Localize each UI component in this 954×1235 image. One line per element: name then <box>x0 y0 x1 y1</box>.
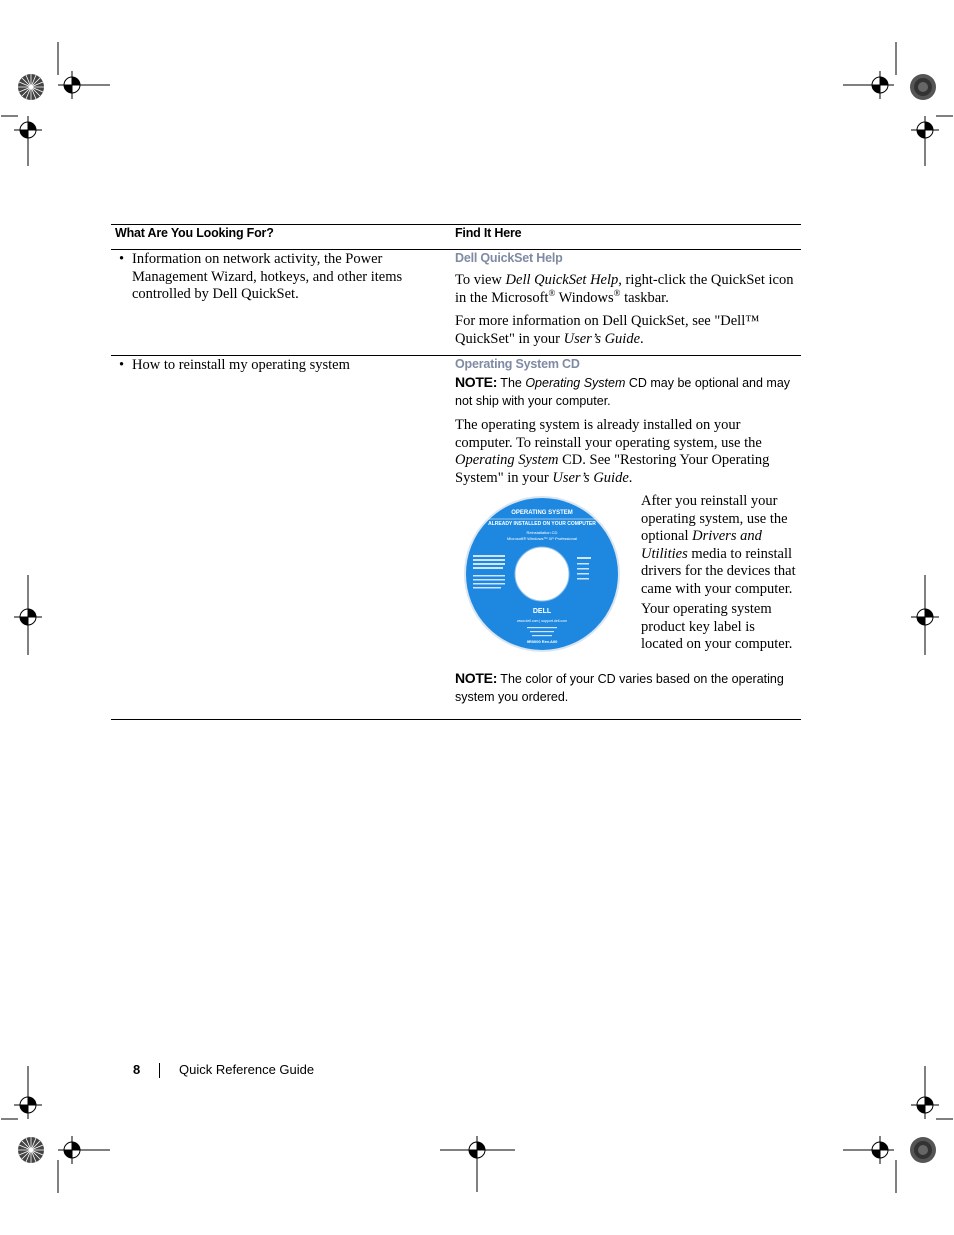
row-rule <box>111 355 801 356</box>
footer-title: Quick Reference Guide <box>179 1062 315 1077</box>
table-bottom-rule <box>111 719 801 720</box>
bullet: • <box>119 357 125 373</box>
note-cd-color: NOTE: The color of your CD varies based on the operating system you ordered. <box>455 670 784 704</box>
section-title-operating-system-cd: Operating System CD <box>455 357 580 371</box>
quickset-help-paragraph: To view Dell QuickSet Help, right-click the QuickSet icon in the Microsoft® Windows® taskbar. <box>455 272 794 306</box>
cd-part-number: 9R0000 Rev.A00 <box>526 639 558 644</box>
cd-url: www.dell.com | support.dell.com <box>517 619 567 623</box>
cd-line2: Microsoft® Windows™ XP Professional <box>506 536 578 541</box>
cd-line1: Reinstallation CD <box>526 530 558 535</box>
section-title-quickset-help: Dell QuickSet Help <box>455 251 563 265</box>
product-key-paragraph: Your operating system product key label is located on your computer. <box>641 601 793 652</box>
quickset-more-info-paragraph: For more information on Dell QuickSet, see "Dell™ QuickSet" in your User’s Guide. <box>455 313 760 347</box>
operating-system-cd-image <box>463 495 621 653</box>
header-what-are-you-looking-for: What Are You Looking For? <box>115 226 274 240</box>
note-optional-cd: NOTE: The Operating System CD may be optional and may not ship with your computer. <box>455 374 791 408</box>
reinstall-paragraph: The operating system is already installed on your computer. To reinstall your operating system, use the Operating System CD. See "Restoring Your Operating System" in your User’s Guide. <box>455 417 770 486</box>
header-rule <box>111 249 801 250</box>
header-find-it-here: Find It Here <box>455 226 522 240</box>
table-top-rule <box>111 224 801 225</box>
cd-subtitle: ALREADY INSTALLED ON YOUR COMPUTER <box>488 521 596 527</box>
row-item-text: How to reinstall my operating system <box>132 357 350 373</box>
row-find-it-here <box>455 357 799 706</box>
cd-figure-block <box>455 493 799 661</box>
drivers-utilities-paragraph: After you reinstall your operating system, use the optional Drivers and Utilities media to reinstall drivers for the devices that came with your computer. <box>641 493 796 597</box>
row-find-it-here <box>455 251 799 348</box>
row-item-text: Information on network activity, the Power Management Wizard, hotkeys, and other items controlled by Dell QuickSet. <box>132 251 403 302</box>
page-number: 8 <box>133 1062 141 1077</box>
footer-divider <box>159 1063 160 1078</box>
cd-title: OPERATING SYSTEM <box>511 510 573 516</box>
cd-brand-logo: DELL <box>532 608 552 615</box>
bullet: • <box>119 251 125 267</box>
